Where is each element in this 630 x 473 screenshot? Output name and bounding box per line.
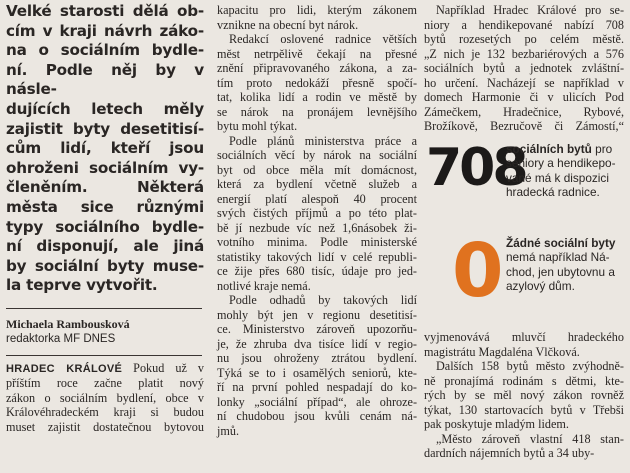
article-opening [6, 361, 204, 435]
text-line: domech Harmonie či v ulicích Pod [424, 90, 624, 104]
text-line: ce žije přes 680 tisíc, údaje pro jed- [217, 264, 417, 278]
paragraph [217, 293, 417, 438]
article-body-column-3-top [424, 0, 624, 134]
box-line: hradecká radnice. [506, 184, 600, 199]
text-line: „Z nich je 132 bezbariérových a 576 [424, 46, 624, 61]
column-3 [424, 0, 624, 134]
paragraph [217, 32, 417, 134]
lead-line: Velké starosti dělá ob- [6, 2, 204, 20]
box-line: azylový dům. [506, 278, 575, 293]
text-line: dardních nájemních bytů a 34 uby- [424, 446, 595, 460]
text-line: Podle plánů ministerstva práce a [229, 133, 417, 148]
opening-lines [6, 376, 204, 434]
paragraph [217, 134, 417, 294]
article-body-column-2 [217, 0, 417, 438]
box-line: seniory a hendikepo- [506, 156, 616, 171]
text-line: nu jsou ohroženy ztrátou bydlení. [217, 351, 417, 365]
column-2 [217, 0, 417, 438]
text-line: je, že zhruba dva tisíce lidí v regio- [217, 336, 417, 351]
stat-number-708: 708 [426, 138, 526, 198]
lead-line: dujících letech měly [6, 99, 204, 118]
text-line: Například Hradec Králové pro se- [436, 3, 624, 17]
text-line: ho určení. Nacházejí se například v [424, 75, 624, 90]
text-line: tím proto nedokáží přesně spočí- [217, 75, 417, 90]
paragraph [217, 3, 417, 32]
lead-line: by sociální byty muse- [6, 256, 204, 275]
lead-line: zajistit byty desetitisí- [6, 119, 204, 138]
text-line: Podle odhadů by takových lidí [229, 293, 417, 307]
text-line: ce. Ministerstvo zároveň upozorňu- [217, 322, 417, 336]
text-line: mohly být jen v regionu desetitisí- [217, 307, 417, 322]
text-line: týkat, 130 startovacích bytů v Třebši [424, 402, 624, 417]
box-line: nemá například Ná- [506, 250, 610, 265]
dateline: HRADEC KRÁLOVÉ [6, 362, 123, 375]
lead-line: města sice různými [6, 197, 204, 216]
text-line: rých by se měl nový zákon rovněž [424, 388, 624, 402]
text-line: ří na první pohled nespadají do ko- [217, 380, 417, 394]
byline-divider [6, 355, 202, 356]
text-line: svých čistých příjmů a po této plat- [217, 206, 417, 220]
text-line: se nárok na pronájem levnějšího [217, 104, 417, 119]
text-line: ně pronajímá rodinám s dětmi, kte- [424, 373, 624, 388]
author-role: redaktorka MF DNES [6, 332, 116, 345]
lead-line: cím v kraji návrh záko- [6, 21, 204, 40]
text-line: měst netrpělivě čekají na přesné [217, 46, 417, 61]
text-line: „Město zároveň vlastní 418 stan- [436, 431, 624, 446]
text-line: Dalších 158 bytů město zvýhodně- [436, 359, 624, 373]
box-highlight: sociálních bytů [506, 142, 592, 156]
opening-line-1 [6, 361, 204, 377]
text-line: sociálních věcí by nárok na sociální [217, 148, 417, 162]
stat-text-708 [506, 142, 630, 199]
byline [6, 317, 204, 347]
text-line: niory a hendikepované nabízí 708 [424, 17, 624, 32]
lead-line: na o sociálním bydle- [6, 41, 204, 60]
text-line: Redakcí oslovené radnice větších [229, 32, 417, 46]
text-line: Týká se to i osamělých seniorů, kte- [217, 365, 417, 380]
text-line: jmů. [217, 423, 240, 438]
text-line: notlivé kraje nemá. [217, 278, 311, 293]
article-lead [6, 0, 204, 296]
box-line: sociálních bytů pro [506, 142, 613, 156]
stat-box-708 [424, 140, 630, 236]
text-line: tat, kolika lidí a rodin ve městě by [217, 90, 417, 104]
text-line: Brožíkově, Bezručově či Zámostí,“ [424, 119, 624, 133]
box-line [506, 236, 630, 250]
paragraph [424, 359, 624, 432]
text-line: vznikne na obecní byt nárok. [217, 17, 359, 32]
text-line: vyjmenovává mluvčí hradeckého [424, 330, 624, 344]
lead-line: la teprve vytvořit. [6, 276, 158, 295]
lead-line: členěním. Některá [6, 178, 204, 197]
paragraph [424, 432, 624, 461]
author-name: Michaela Rambousková [6, 316, 130, 331]
lead-line: ohroženi sociálním vy- [6, 158, 204, 177]
lead-line: ní disponují, ale jiná [6, 237, 204, 256]
stat-text-0 [506, 236, 630, 293]
column-3-bottom [424, 330, 624, 461]
text-line: votního minima. Podle ministerské [217, 235, 417, 249]
lead-line: cům lidí, kteří jsou [6, 139, 204, 158]
text-line: pak poskytuje mladým lidem. [424, 417, 569, 431]
text-line: statistiky takových lidí v celé republi- [217, 249, 417, 264]
text-line: kapacitu pro lidi, kterým zákonem [217, 3, 417, 17]
text-line: muset zajistit dostatečnou bytovou [6, 419, 204, 434]
lead-line: ní. Podle něj by v násle- [6, 60, 204, 99]
text-line: magistrátu Magdaléna Vlčková. [424, 344, 580, 359]
opening-text: Pokud už v [133, 360, 205, 375]
lead-divider [6, 308, 202, 309]
text-line: zákon o sociálním bydlení, obce v [6, 390, 204, 405]
lead-line: typy sociálního bydle- [6, 217, 204, 236]
text-line: bytů rozesetých po celém městě. [424, 32, 624, 46]
text-line: Královéhradeckém kraji si budou [6, 405, 204, 420]
text-line: znění připravovaného zákona, a za- [217, 61, 417, 75]
article-body-column-3-bottom [424, 330, 624, 461]
box-line: vané má k dispozici [506, 170, 609, 185]
box-line: chod, jen ubytovnu a [506, 264, 615, 279]
text-line: byt od obce měla mít domácnost, [217, 162, 417, 177]
text-line: příštím roce začne platit nový [6, 376, 204, 391]
stat-number-0: 0 [452, 228, 501, 314]
text-line: ní chudobou jsou kvůli cenám ná- [217, 409, 417, 423]
column-1 [6, 0, 204, 434]
text-line: sociálních bytů a jednotek zvláštní- [424, 61, 624, 75]
text-line: lonky „sociální případ“, ale ohroze- [217, 394, 417, 409]
paragraph [424, 330, 624, 359]
stat-box-0 [424, 230, 630, 330]
text-line: bytu mohl týkat. [217, 119, 298, 133]
text-line: která za bydlení včetně služeb a [217, 177, 417, 191]
box-highlight: Žádné sociální byty [506, 236, 616, 250]
text-line: Zámečkem, Hradečnice, Rybové, [424, 104, 624, 119]
text-line: energií platí alespoň 40 procent [217, 191, 417, 206]
text-line: bě jí nezbude víc než 1,6násobek ži- [217, 220, 417, 235]
